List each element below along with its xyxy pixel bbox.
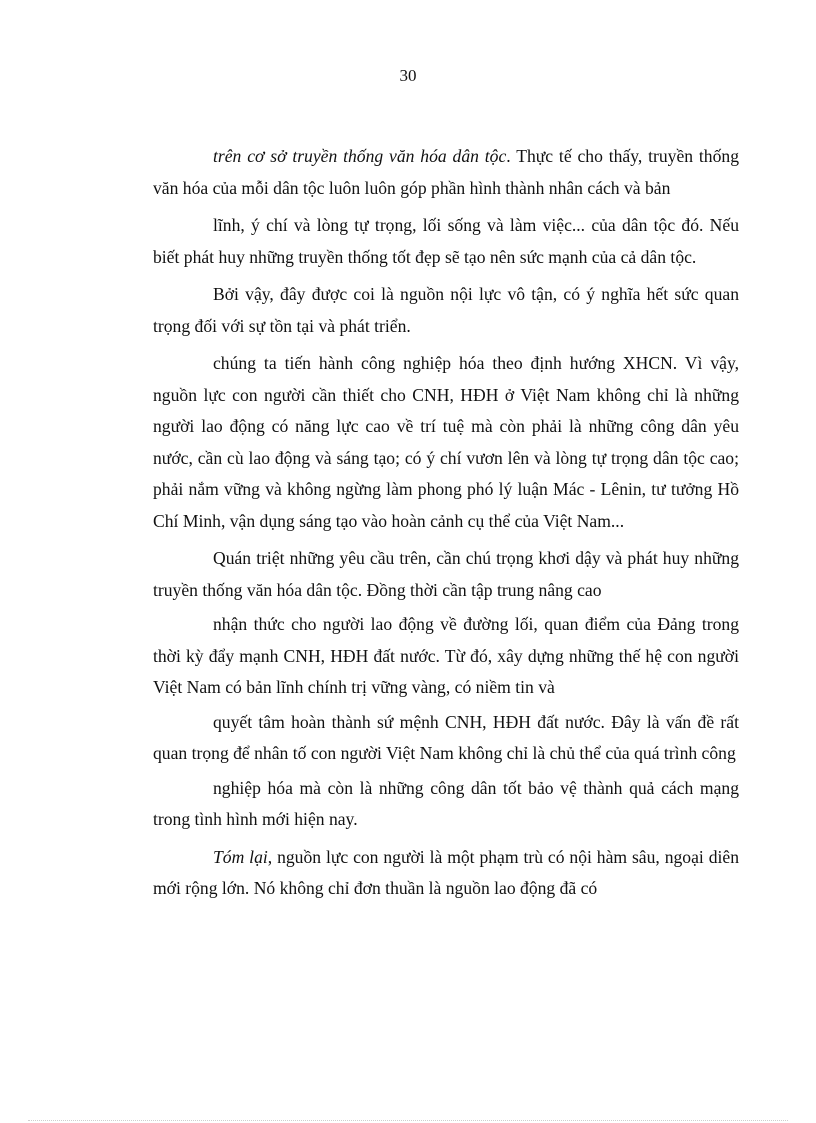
paragraph-3 [153,279,739,342]
paragraph-text: chúng ta tiến hành công nghiệp hóa theo định hướng XHCN. Vì vậy, nguồn lực con người cần thiết cho CNH, HĐH ở Việt Nam không chỉ là những người lao động có năng lực cao về trí tuệ mà còn phải là những công dân yêu nước, cần cù lao động và sáng tạo; có ý chí vươn lên và lòng tự trọng dân tộc cao; phải nắm vững và không ngừng làm phong phó lý luận Mác - Lênin, tư tưởng Hồ Chí Minh, vận dụng sáng tạo vào hoàn cảnh cụ thể của Việt Nam... [153,353,739,531]
paragraph-8 [153,773,739,836]
paragraph-text: Quán triệt những yêu cầu trên, cần chú trọng khơi dậy và phát huy những truyền thống văn hóa dân tộc. Đồng thời cần tập trung nâng cao [153,548,739,600]
paragraph-9 [153,842,739,905]
page-number: 30 [399,66,417,85]
paragraph-text: Bởi vậy, đây được coi là nguồn nội lực vô tận, có ý nghĩa hết sức quan trọng đối với sự tồn tại và phát triển. [153,284,739,336]
paragraph-1 [153,141,739,204]
paragraph-4 [153,348,739,537]
paragraph-text: , nguồn lực con người là một phạm trù có nội hàm sâu, ngoại diên mới rộng lớn. Nó không chỉ đơn thuần là nguồn lao động đã có [153,846,739,898]
page-bottom-border [28,1120,788,1121]
body-text [153,141,739,911]
paragraph-text: lĩnh, ý chí và lòng tự trọng, lối sống và làm việc... của dân tộc đó. Nếu biết phát huy những truyền thống tốt đẹp sẽ tạo nên sức mạnh của cả dân tộc. [153,215,739,267]
paragraph-text: quyết tâm hoàn thành sứ mệnh CNH, HĐH đất nước. Đây là vấn đề rất quan trọng để nhân tố con người Việt Nam không chỉ là chủ thể của quá trình công [153,711,739,763]
paragraph-text: nhận thức cho người lao động về đường lối, quan điểm của Đảng trong thời kỳ đẩy mạnh CNH, HĐH đất nước. Từ đó, xây dựng những thế hệ con người Việt Nam có bản lĩnh chính trị vững vàng, có niềm tin và [153,614,739,697]
paragraph-text: . Thực tế cho thấy, truyền thống văn hóa của mỗi dân tộc luôn luôn góp phần hình thành nhân cách và bản [153,146,739,198]
paragraph-7 [153,707,739,770]
italic-lead: trên cơ sở truyền thống văn hóa dân tộc [213,146,507,166]
paragraph-6 [153,609,739,704]
paragraph-2 [153,210,739,273]
paragraph-text: nghiệp hóa mà còn là những công dân tốt bảo vệ thành quả cách mạng trong tình hình mới hiện nay. [153,777,739,829]
paragraph-5 [153,543,739,606]
italic-lead: Tóm lại [213,846,268,867]
